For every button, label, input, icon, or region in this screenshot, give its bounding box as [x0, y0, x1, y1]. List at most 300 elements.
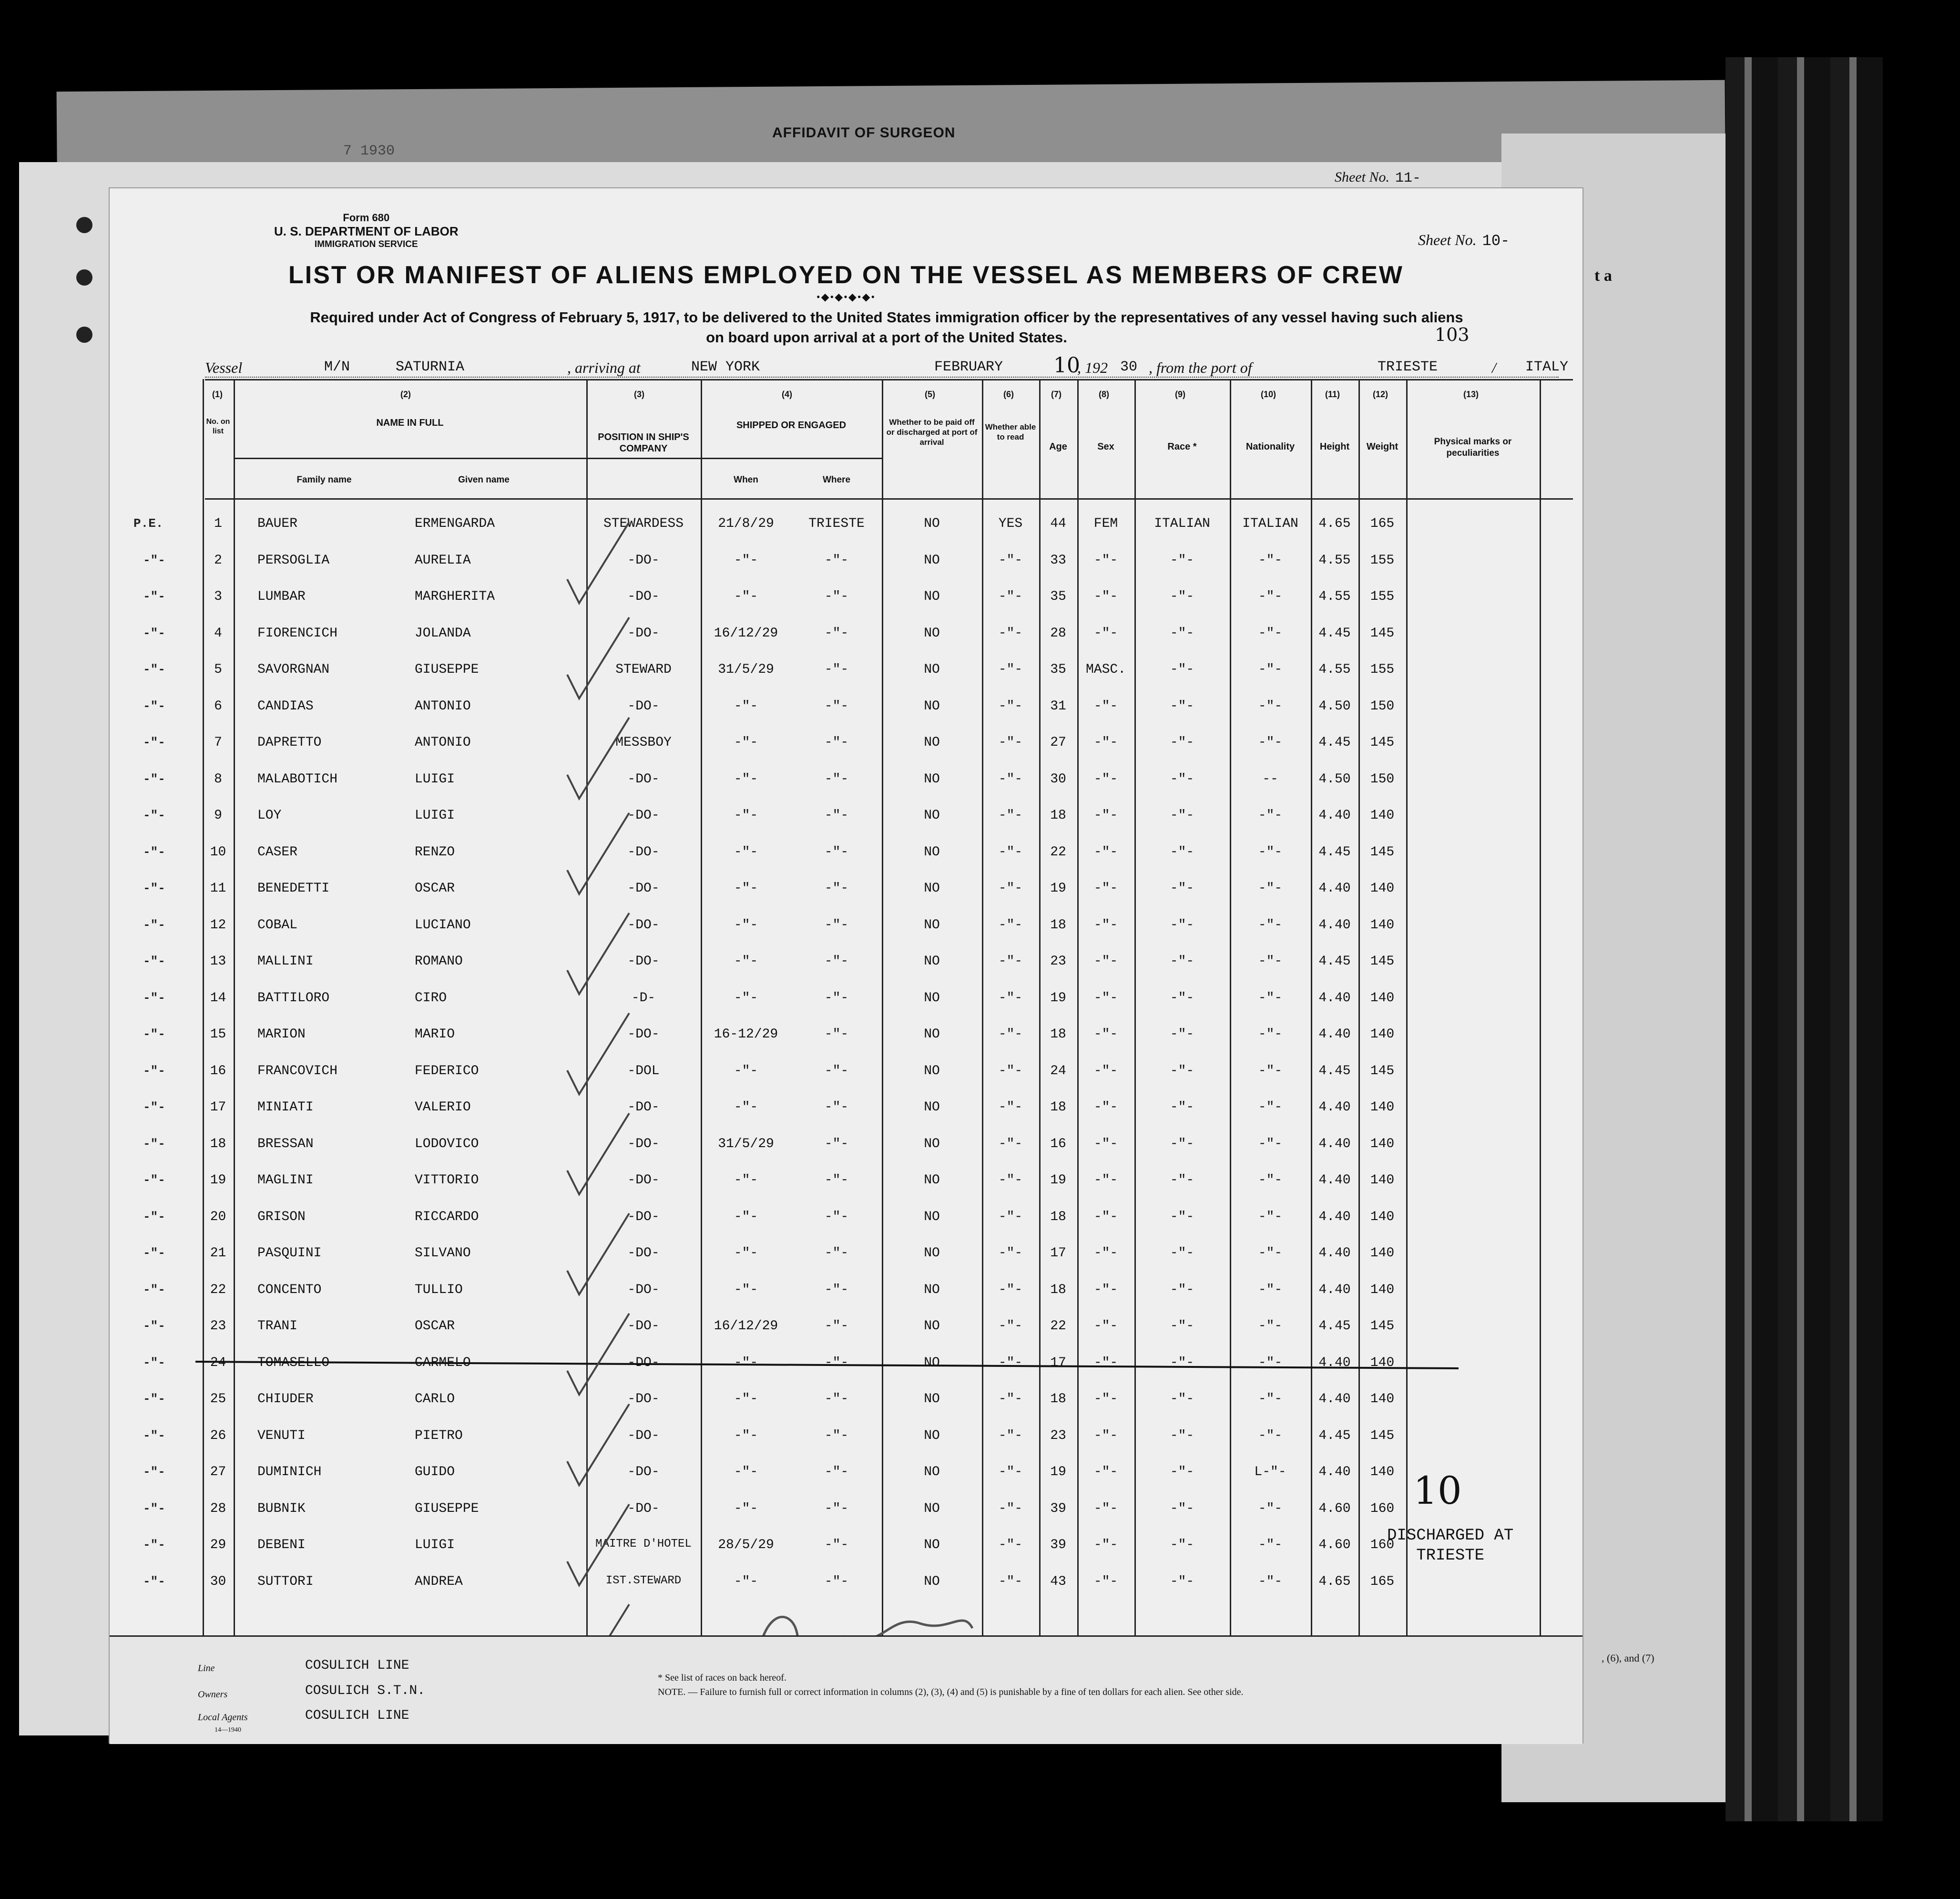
given-name: GIUSEPPE: [415, 1501, 479, 1516]
sex: -"-: [1093, 771, 1118, 787]
paid-off: NO: [924, 626, 940, 641]
position: -DO-: [627, 1465, 660, 1479]
col-num-1: (1): [212, 390, 223, 399]
height: 4.55: [1318, 662, 1351, 677]
punch-hole: [76, 217, 92, 233]
table-row: [110, 544, 1582, 582]
shipped-where: -"-: [824, 1392, 849, 1406]
shipped-where: -"-: [824, 844, 849, 860]
position: MAITRE D'HOTEL: [595, 1538, 692, 1550]
given-name: OSCAR: [415, 881, 455, 896]
shipped-where: -"-: [824, 662, 849, 677]
given-name: MARGHERITA: [415, 589, 495, 604]
col-num-8: (8): [1099, 390, 1109, 399]
subtitle-line2: on board upon arrival at a port of the United States.: [706, 329, 1067, 346]
position: -DO-: [627, 553, 660, 568]
port-mark: -"-: [143, 1027, 165, 1041]
table-row: [110, 1347, 1582, 1384]
form-header: [274, 211, 459, 251]
weight: 165: [1370, 516, 1395, 531]
age: 18: [1050, 1209, 1066, 1224]
nationality: -"-: [1258, 698, 1283, 714]
nationality: -"-: [1258, 553, 1283, 568]
nationality: -"-: [1258, 1246, 1283, 1261]
height: 4.65: [1318, 516, 1351, 531]
table-row: [110, 1055, 1582, 1092]
table-row: [110, 1529, 1582, 1566]
given-name: VITTORIO: [415, 1173, 479, 1188]
nationality: -"-: [1258, 662, 1283, 677]
paid-off: NO: [924, 1538, 940, 1552]
given-name: ANDREA: [415, 1574, 463, 1589]
col-header-no: No. on list: [206, 418, 230, 435]
sex: -"-: [1093, 626, 1118, 641]
sex: -"-: [1093, 1063, 1118, 1078]
family-name: BATTILORO: [257, 990, 330, 1006]
weight: 140: [1370, 1136, 1395, 1151]
line-label: Line: [198, 1663, 215, 1673]
shipped-when: -"-: [734, 1501, 758, 1516]
table-row: [110, 727, 1582, 764]
paid-off: NO: [924, 844, 940, 860]
position: -DO-: [627, 1100, 660, 1115]
given-name: LUIGI: [415, 771, 455, 787]
race: -"-: [1170, 662, 1194, 677]
owners-value: COSULICH S.T.N.: [305, 1683, 426, 1698]
paid-off: NO: [924, 1355, 940, 1370]
shipped-when: 31/5/29: [718, 1136, 774, 1151]
sheet-value: 10-: [1482, 232, 1510, 250]
position: IST.STEWARD: [605, 1574, 682, 1587]
port-mark: -"-: [143, 990, 165, 1005]
height: 4.60: [1318, 1538, 1351, 1552]
table-row: [110, 1383, 1582, 1420]
able-to-read: -"-: [998, 1355, 1023, 1370]
age: 43: [1050, 1574, 1066, 1589]
col-header-sex: Sex: [1097, 441, 1114, 452]
col-num-6: (6): [1003, 390, 1014, 399]
nationality: -"-: [1258, 1319, 1283, 1334]
weight: 140: [1370, 1100, 1395, 1115]
height: 4.45: [1318, 1319, 1351, 1334]
sex: -"-: [1093, 1100, 1118, 1115]
race: -"-: [1170, 1027, 1194, 1042]
family-name: BAUER: [257, 516, 298, 531]
race: -"-: [1170, 1319, 1194, 1334]
nationality: -"-: [1258, 626, 1283, 641]
shipped-where: -"-: [824, 771, 849, 787]
port-mark: -"-: [143, 844, 165, 859]
shipped-where: -"-: [824, 1100, 849, 1115]
port-mark: P.E.: [133, 516, 163, 531]
shipped-when: 16-12/29: [714, 1027, 778, 1042]
shipped-when: -"-: [734, 990, 758, 1006]
shipped-when: -"-: [734, 917, 758, 933]
given-name: LUIGI: [415, 1538, 455, 1552]
shipped-where: -"-: [824, 1428, 849, 1443]
table-row: [110, 1420, 1582, 1457]
weight: 140: [1370, 1282, 1395, 1297]
height: 4.40: [1318, 1246, 1351, 1261]
family-name: SUTTORI: [257, 1574, 314, 1589]
race: -"-: [1170, 1282, 1194, 1297]
weight: 160: [1370, 1538, 1395, 1552]
position: -DO-: [627, 698, 660, 714]
port-mark: -"-: [143, 1392, 165, 1406]
sheet-number: [1418, 231, 1510, 250]
family-name: COBAL: [257, 917, 298, 933]
paid-off: NO: [924, 1173, 940, 1188]
given-name: RENZO: [415, 844, 455, 860]
paid-off: NO: [924, 990, 940, 1006]
height: 4.50: [1318, 771, 1351, 787]
row-number: 7: [214, 735, 222, 750]
col-header-position: POSITION IN SHIP'S COMPANY: [598, 432, 689, 454]
given-name: PIETRO: [415, 1428, 463, 1443]
port-mark: -"-: [143, 662, 165, 677]
sex: -"-: [1093, 1282, 1118, 1297]
port-mark: -"-: [143, 1136, 165, 1151]
family-name: DEBENI: [257, 1538, 306, 1552]
punch-hole: [76, 327, 92, 343]
paid-off: NO: [924, 553, 940, 568]
nationality: -"-: [1258, 990, 1283, 1006]
shipped-when: -"-: [734, 1428, 758, 1443]
age: 17: [1050, 1246, 1066, 1261]
able-to-read: -"-: [998, 1538, 1023, 1552]
weight: 140: [1370, 1173, 1395, 1188]
nationality: -"-: [1258, 1100, 1283, 1115]
shipped-where: -"-: [824, 698, 849, 714]
position: -D-: [631, 990, 656, 1006]
table-row: [110, 1456, 1582, 1493]
row-number: 12: [210, 917, 226, 933]
height: 4.65: [1318, 1574, 1351, 1589]
weight: 155: [1370, 589, 1395, 604]
weight: 145: [1370, 735, 1395, 750]
col-header-read: Whether able to read: [985, 422, 1036, 441]
sex: -"-: [1093, 1501, 1118, 1516]
able-to-read: -"-: [998, 1574, 1023, 1589]
vessel-name: SATURNIA: [396, 359, 465, 375]
race: -"-: [1170, 1574, 1194, 1589]
height: 4.50: [1318, 698, 1351, 714]
weight: 140: [1370, 1246, 1395, 1261]
table-row: [110, 982, 1582, 1019]
position: -DO-: [627, 917, 660, 933]
family-name: BRESSAN: [257, 1136, 314, 1151]
family-name: FIORENCICH: [257, 626, 338, 641]
nationality: --: [1262, 771, 1278, 787]
port-mark: -"-: [143, 1319, 165, 1333]
port-mark: -"-: [143, 1173, 165, 1187]
row-number: 18: [210, 1136, 226, 1151]
race: -"-: [1170, 771, 1194, 787]
able-to-read: -"-: [998, 1100, 1023, 1115]
table-row: [110, 909, 1582, 946]
table-row: [110, 1091, 1582, 1129]
nationality: -"-: [1258, 735, 1283, 750]
race: -"-: [1170, 1355, 1194, 1370]
shipped-when: -"-: [734, 1246, 758, 1261]
nationality: -"-: [1258, 1282, 1283, 1297]
col-header-race: Race *: [1167, 441, 1197, 452]
position: -DO-: [627, 1027, 660, 1042]
weight: 140: [1370, 917, 1395, 933]
weight: 145: [1370, 1063, 1395, 1078]
shipped-where: -"-: [824, 881, 849, 896]
agents-value: COSULICH LINE: [305, 1708, 409, 1723]
shipped-when: -"-: [734, 881, 758, 896]
race: -"-: [1170, 917, 1194, 933]
position: -DO-: [627, 626, 660, 641]
height: 4.40: [1318, 1173, 1351, 1188]
row-number: 29: [210, 1538, 226, 1552]
height: 4.45: [1318, 844, 1351, 860]
race: -"-: [1170, 698, 1194, 714]
able-to-read: -"-: [998, 1173, 1023, 1188]
height: 4.55: [1318, 553, 1351, 568]
subtitle: [205, 308, 1568, 348]
col-header-paid: Whether to be paid off or discharged at port of arrival: [886, 418, 978, 447]
manifest-table: [110, 379, 1582, 1635]
sex: -"-: [1093, 1246, 1118, 1261]
col-header-marks: Physical marks or peculiarities: [1434, 437, 1512, 458]
row-number: 14: [210, 990, 226, 1006]
sex: -"-: [1093, 1209, 1118, 1224]
paid-off: NO: [924, 1465, 940, 1479]
position: -DO-: [627, 1355, 660, 1370]
col-header-given: Given name: [458, 475, 510, 485]
shipped-when: -"-: [734, 553, 758, 568]
port-mark: -"-: [143, 698, 165, 713]
able-to-read: -"-: [998, 881, 1023, 896]
family-name: CANDIAS: [257, 698, 314, 714]
position: -DO-: [627, 589, 660, 604]
table-row: [110, 654, 1582, 691]
age: 18: [1050, 1027, 1066, 1042]
from-port: TRIESTE: [1378, 359, 1438, 375]
able-to-read: -"-: [998, 1392, 1023, 1406]
weight: 140: [1370, 1392, 1395, 1406]
port-mark: -"-: [143, 1209, 165, 1224]
given-name: CARLO: [415, 1392, 455, 1406]
port-mark: -"-: [143, 1428, 165, 1443]
family-name: BUBNIK: [257, 1501, 306, 1516]
sex: -"-: [1093, 808, 1118, 823]
weight: 140: [1370, 1355, 1395, 1370]
family-name: LUMBAR: [257, 589, 306, 604]
shipped-when: -"-: [734, 1392, 758, 1406]
family-name: GRISON: [257, 1209, 306, 1224]
position: -DO-: [627, 1246, 660, 1261]
row-number: 8: [214, 771, 222, 787]
shipped-when: 28/5/29: [718, 1538, 774, 1552]
position: -DO-: [627, 1173, 660, 1188]
position: STEWARDESS: [603, 516, 684, 531]
height: 4.45: [1318, 1063, 1351, 1078]
port-mark: -"-: [143, 954, 165, 968]
paid-off: NO: [924, 1209, 940, 1224]
sex: -"-: [1093, 844, 1118, 860]
paid-off: NO: [924, 1319, 940, 1334]
table-row: [110, 1237, 1582, 1274]
back-side-letter: t a: [1594, 267, 1612, 285]
position: MESSBOY: [615, 735, 672, 750]
nationality: -"-: [1258, 1428, 1283, 1443]
shipped-where: -"-: [824, 1209, 849, 1224]
able-to-read: -"-: [998, 1063, 1023, 1078]
family-name: MARION: [257, 1027, 306, 1042]
height: 4.40: [1318, 881, 1351, 896]
given-name: JOLANDA: [415, 626, 471, 641]
col-header-shipped: SHIPPED OR ENGAGED: [736, 420, 847, 431]
vessel-underline: [205, 377, 1559, 378]
given-name: ANTONIO: [415, 698, 471, 714]
nationality: -"-: [1258, 844, 1283, 860]
sex: -"-: [1093, 698, 1118, 714]
shipped-when: 16/12/29: [714, 626, 778, 641]
manifest-sheet: [110, 188, 1582, 1743]
able-to-read: -"-: [998, 1319, 1023, 1334]
position: -DO-: [627, 954, 660, 969]
nationality: -"-: [1258, 808, 1283, 823]
paid-off: NO: [924, 1246, 940, 1261]
able-to-read: -"-: [998, 1501, 1023, 1516]
row-number: 16: [210, 1063, 226, 1078]
able-to-read: -"-: [998, 1465, 1023, 1479]
race: -"-: [1170, 589, 1194, 604]
table-row: [110, 1310, 1582, 1347]
nationality: -"-: [1258, 1027, 1283, 1042]
table-row: [110, 1274, 1582, 1311]
col-num-12: (12): [1373, 390, 1388, 399]
able-to-read: -"-: [998, 553, 1023, 568]
paid-off: NO: [924, 1282, 940, 1297]
sex: MASC.: [1085, 662, 1126, 677]
shipped-when: -"-: [734, 1282, 758, 1297]
given-name: MARIO: [415, 1027, 455, 1042]
weight: 160: [1370, 1501, 1395, 1516]
age: 18: [1050, 1282, 1066, 1297]
table-rule: [234, 458, 701, 459]
height: 4.45: [1318, 1428, 1351, 1443]
discharged-note: [1387, 1526, 1513, 1566]
table-row: [110, 508, 1582, 545]
family-name: MALLINI: [257, 954, 314, 969]
shipped-where: TRIESTE: [808, 516, 865, 531]
family-name: TOMASELLO: [257, 1355, 330, 1370]
row-number: 17: [210, 1100, 226, 1115]
row-number: 24: [210, 1355, 226, 1370]
age: 18: [1050, 1100, 1066, 1115]
sheet-label: Sheet No.: [1418, 231, 1477, 248]
col-num-7: (7): [1051, 390, 1062, 399]
age: 17: [1050, 1355, 1066, 1370]
height: 4.40: [1318, 1392, 1351, 1406]
race: -"-: [1170, 1100, 1194, 1115]
weight: 145: [1370, 626, 1395, 641]
table-row: [110, 1201, 1582, 1238]
height: 4.40: [1318, 1282, 1351, 1297]
weight: 140: [1370, 990, 1395, 1006]
form-code: 14—1940: [214, 1726, 241, 1734]
port-mark: -"-: [143, 1282, 165, 1297]
col-num-10: (10): [1261, 390, 1276, 399]
able-to-read: -"-: [998, 662, 1023, 677]
shipped-when: -"-: [734, 1063, 758, 1078]
age: 39: [1050, 1501, 1066, 1516]
family-name: SAVORGNAN: [257, 662, 330, 677]
port-mark: -"-: [143, 626, 165, 640]
age: 44: [1050, 516, 1066, 531]
position: -DO-: [627, 844, 660, 860]
shipped-when: 31/5/29: [718, 662, 774, 677]
col-header-when: When: [734, 475, 758, 485]
paid-off: NO: [924, 917, 940, 933]
affidavit-title: AFFIDAVIT OF SURGEON: [772, 125, 956, 141]
row-number: 22: [210, 1282, 226, 1297]
shipped-where: -"-: [824, 1465, 849, 1479]
table-row: [110, 690, 1582, 728]
back-stamp: 7 1930: [343, 143, 395, 159]
row-number: 19: [210, 1173, 226, 1188]
paid-off: NO: [924, 1136, 940, 1151]
given-name: LUIGI: [415, 808, 455, 823]
row-number: 23: [210, 1319, 226, 1334]
race: -"-: [1170, 881, 1194, 896]
age: 39: [1050, 1538, 1066, 1552]
port-mark: -"-: [143, 1100, 165, 1114]
paid-off: NO: [924, 1392, 940, 1406]
weight: 145: [1370, 1319, 1395, 1334]
able-to-read: -"-: [998, 771, 1023, 787]
nationality: -"-: [1258, 1173, 1283, 1188]
col-header-where: Where: [822, 475, 851, 485]
height: 4.40: [1318, 1355, 1351, 1370]
row-number: 28: [210, 1501, 226, 1516]
able-to-read: -"-: [998, 1428, 1023, 1443]
service: IMMIGRATION SERVICE: [314, 239, 418, 249]
weight: 140: [1370, 1209, 1395, 1224]
footer: [110, 1635, 1582, 1744]
punch-hole: [76, 269, 92, 286]
arriving-port: NEW YORK: [691, 359, 760, 375]
position: -DO-: [627, 1136, 660, 1151]
back-sheet-number: [1335, 169, 1421, 186]
nationality: -"-: [1258, 1355, 1283, 1370]
paid-off: NO: [924, 1501, 940, 1516]
given-name: LUCIANO: [415, 917, 471, 933]
nationality: -"-: [1258, 1063, 1283, 1078]
col-header-name: NAME IN FULL: [376, 418, 444, 428]
shipped-when: -"-: [734, 1173, 758, 1188]
arriving-label: , arriving at: [567, 359, 641, 376]
table-row: [110, 1164, 1582, 1201]
given-name: GUIDO: [415, 1465, 455, 1479]
nationality: ITALIAN: [1242, 516, 1298, 531]
race: -"-: [1170, 1136, 1194, 1151]
sex: -"-: [1093, 1173, 1118, 1188]
family-name: BENEDETTI: [257, 881, 330, 896]
age: 16: [1050, 1136, 1066, 1151]
port-mark: -"-: [143, 1246, 165, 1260]
weight: 140: [1370, 1027, 1395, 1042]
nationality: -"-: [1258, 589, 1283, 604]
given-name: OSCAR: [415, 1319, 455, 1334]
table-row: [110, 945, 1582, 983]
paid-off: NO: [924, 698, 940, 714]
